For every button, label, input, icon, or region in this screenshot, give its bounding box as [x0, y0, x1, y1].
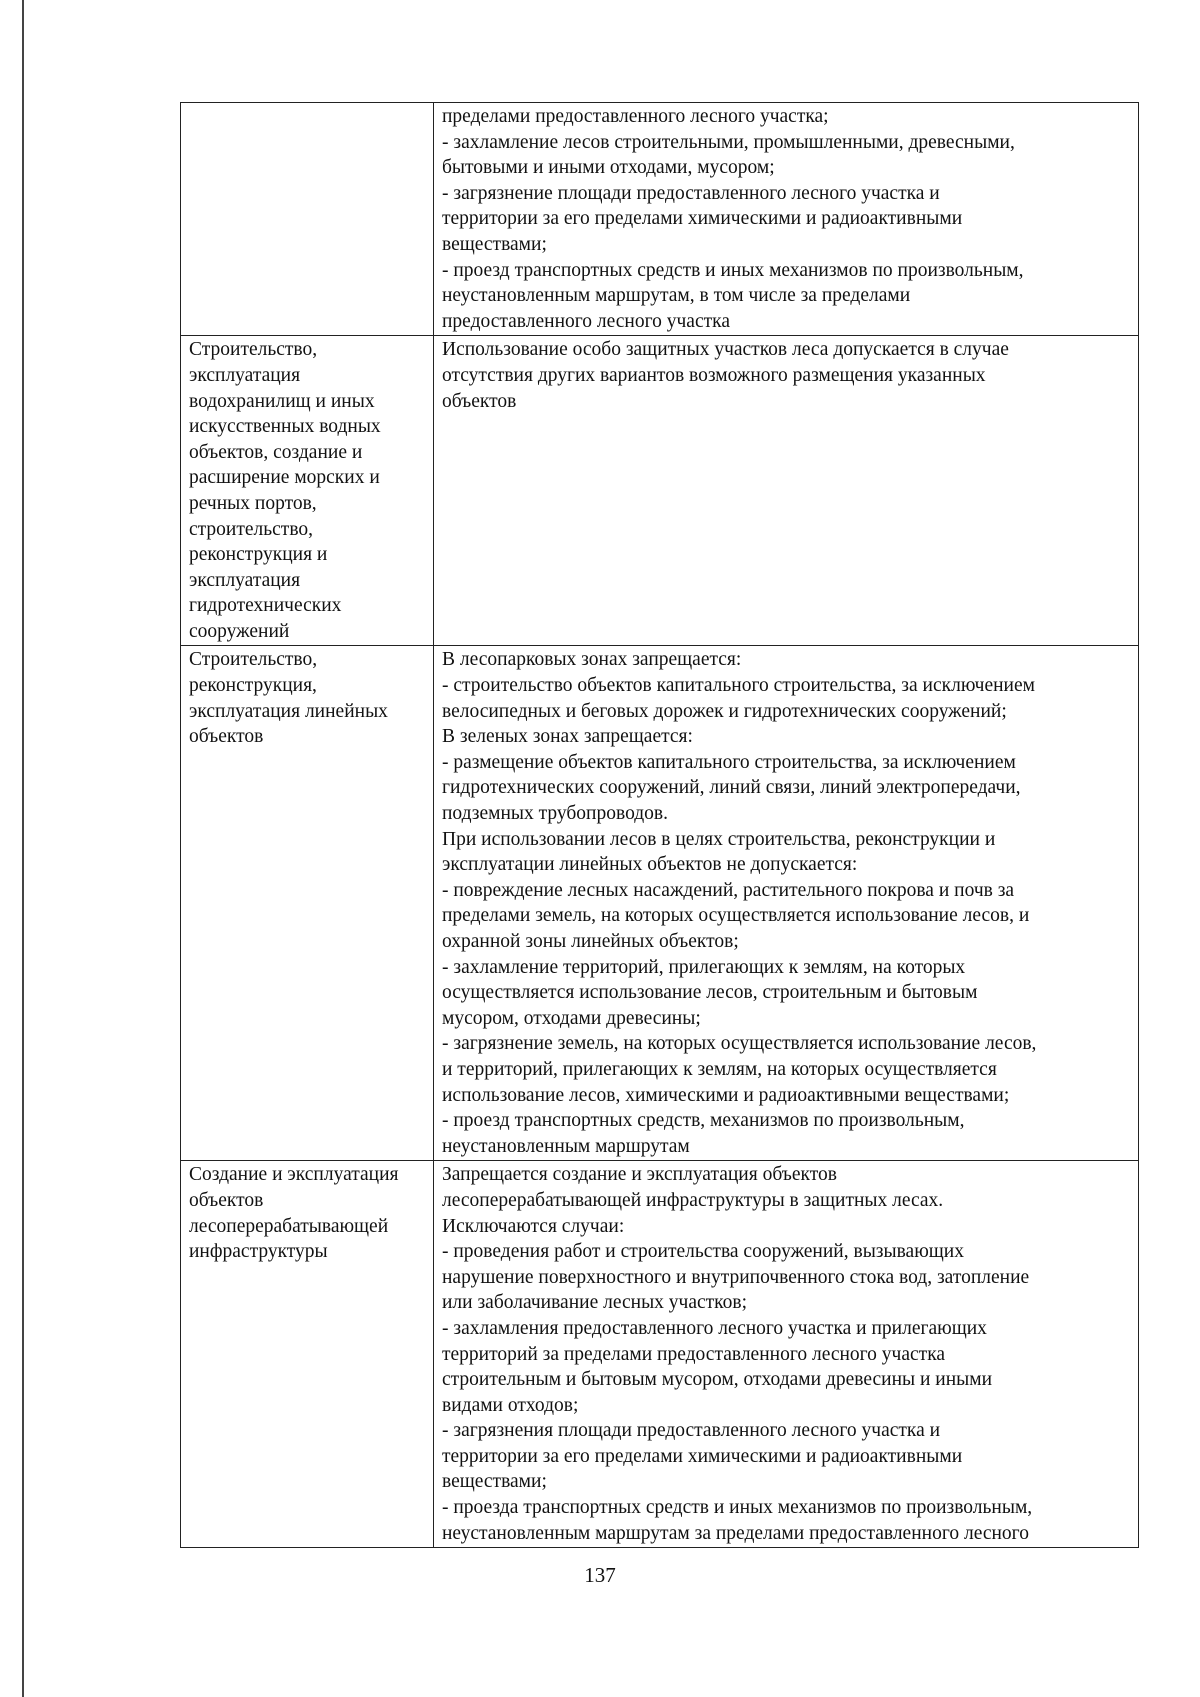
- restriction-line: строительным и бытовым мусором, отходами древесины и иными: [442, 1369, 993, 1391]
- restriction-line: - строительство объектов капитального строительства, за исключением: [442, 675, 1035, 697]
- restriction-line: - загрязнение площади предоставленного лесного участка и: [442, 182, 940, 204]
- activity-line: водохранилищ и иных: [189, 390, 375, 412]
- restriction-line: неустановленным маршрутам, в том числе за пределами: [442, 285, 911, 307]
- table-row: [181, 1161, 1139, 1548]
- activity-cell: [181, 646, 434, 1161]
- restriction-line: - проезда транспортных средств и иных механизмов по произвольным,: [442, 1497, 1033, 1519]
- page-number: 137: [584, 1563, 616, 1587]
- activity-cell: [181, 336, 434, 646]
- restriction-line: охранной зоны линейных объектов;: [442, 931, 739, 952]
- restriction-line: пределами земель, на которых осуществляется использование лесов, и: [442, 905, 1030, 927]
- restrictions-cell: [434, 646, 1139, 1161]
- activity-line: расширение морских и: [189, 467, 380, 489]
- restrictions-cell: [434, 336, 1139, 646]
- regulations-table-body: [181, 103, 1139, 1548]
- activity-line: лесоперерабатывающей: [189, 1215, 389, 1237]
- restriction-line: - повреждение лесных насаждений, растительного покрова и почв за: [442, 879, 1015, 901]
- restriction-line: видами отходов;: [442, 1394, 579, 1416]
- activity-cell: [181, 1161, 434, 1548]
- restriction-line: территории за его пределами химическими и радиоактивными: [442, 1445, 963, 1467]
- restriction-line: гидротехнических сооружений, линий связи, линий электропередачи,: [442, 777, 1021, 799]
- restriction-line: - захламления предоставленного лесного участка и прилегающих: [442, 1317, 987, 1339]
- restriction-line: отсутствия других вариантов возможного размещения указанных: [442, 364, 986, 386]
- scan-edge-line: [22, 0, 24, 1697]
- restriction-line: Использование особо защитных участков леса допускается в случае: [442, 339, 1009, 361]
- restriction-line: - проезд транспортных средств, механизмов по произвольным,: [442, 1110, 965, 1132]
- restrictions-cell: [434, 103, 1139, 336]
- activity-cell: [181, 103, 434, 336]
- restriction-line: - проведения работ и строительства сооружений, вызывающих: [442, 1241, 964, 1263]
- restriction-line: использование лесов, химическими и радиоактивными веществами;: [442, 1084, 1010, 1106]
- table-row: [181, 336, 1139, 646]
- restriction-line: территории за его пределами химическими и радиоактивными: [442, 208, 963, 230]
- restriction-line: неустановленным маршрутам: [442, 1135, 690, 1157]
- activity-line: Создание и эксплуатация: [189, 1164, 399, 1186]
- activity-line: эксплуатация линейных: [189, 700, 388, 722]
- activity-line: реконструкция,: [189, 675, 317, 697]
- restriction-line: бытовыми и иными отходами, мусором;: [442, 157, 775, 179]
- regulations-table: [180, 102, 1139, 1548]
- restriction-line: При использовании лесов в целях строительства, реконструкции и: [442, 828, 996, 850]
- restriction-line: - проезд транспортных средств и иных механизмов по произвольным,: [442, 259, 1024, 281]
- activity-line: реконструкция и: [189, 544, 328, 566]
- activity-line: Строительство,: [189, 649, 318, 671]
- table-row: [181, 646, 1139, 1161]
- restriction-line: веществами;: [442, 1471, 547, 1493]
- restriction-line: неустановленным маршрутам за пределами предоставленного лесного: [442, 1522, 1029, 1544]
- restriction-line: - захламление территорий, прилегающих к землям, на которых: [442, 956, 966, 978]
- activity-line: Строительство,: [189, 339, 318, 361]
- restriction-line: осуществляется использование лесов, строительным и бытовым: [442, 982, 978, 1004]
- activity-line: объектов: [189, 726, 264, 748]
- activity-line: эксплуатация: [189, 364, 301, 386]
- activity-line: речных портов,: [189, 492, 317, 514]
- restriction-line: лесоперерабатывающей инфраструктуры в защитных лесах.: [442, 1189, 944, 1211]
- restriction-line: - загрязнение земель, на которых осуществляется использование лесов,: [442, 1033, 1037, 1055]
- restriction-line: нарушение поверхностного и внутрипочвенного стока вод, затопление: [442, 1266, 1030, 1288]
- restriction-line: или заболачивание лесных участков;: [442, 1292, 748, 1314]
- activity-line: искусственных водных: [189, 416, 381, 438]
- restriction-line: территорий за пределами предоставленного лесного участка: [442, 1343, 946, 1365]
- activity-line: эксплуатация: [189, 569, 301, 591]
- restriction-line: велосипедных и беговых дорожек и гидротехнических сооружений;: [442, 700, 1007, 722]
- restriction-line: Исключаются случаи:: [442, 1215, 625, 1237]
- table-row: [181, 103, 1139, 336]
- restriction-line: предоставленного лесного участка: [442, 310, 730, 332]
- restriction-line: подземных трубопроводов.: [442, 803, 669, 825]
- activity-line: объектов: [189, 1189, 264, 1211]
- restriction-line: В лесопарковых зонах запрещается:: [442, 649, 742, 671]
- restriction-line: объектов: [442, 390, 517, 412]
- restriction-line: и территорий, прилегающих к землям, на которых осуществляется: [442, 1058, 997, 1080]
- restriction-line: Запрещается создание и эксплуатация объектов: [442, 1164, 837, 1186]
- restriction-line: пределами предоставленного лесного участка;: [442, 106, 829, 127]
- restrictions-cell: [434, 1161, 1139, 1548]
- activity-line: объектов, создание и: [189, 441, 363, 463]
- restriction-line: мусором, отходами древесины;: [442, 1007, 701, 1029]
- activity-line: сооружений: [189, 620, 290, 642]
- restriction-line: эксплуатации линейных объектов не допускается:: [442, 854, 858, 876]
- activity-line: гидротехнических: [189, 595, 342, 617]
- restriction-line: - размещение объектов капитального строительства, за исключением: [442, 751, 1016, 773]
- restriction-line: веществами;: [442, 233, 547, 255]
- activity-line: инфраструктуры: [189, 1241, 328, 1263]
- activity-line: строительство,: [189, 518, 314, 540]
- restriction-line: - загрязнения площади предоставленного лесного участка и: [442, 1420, 941, 1442]
- restriction-line: - захламление лесов строительными, промышленными, древесными,: [442, 131, 1015, 153]
- restriction-line: В зеленых зонах запрещается:: [442, 726, 693, 748]
